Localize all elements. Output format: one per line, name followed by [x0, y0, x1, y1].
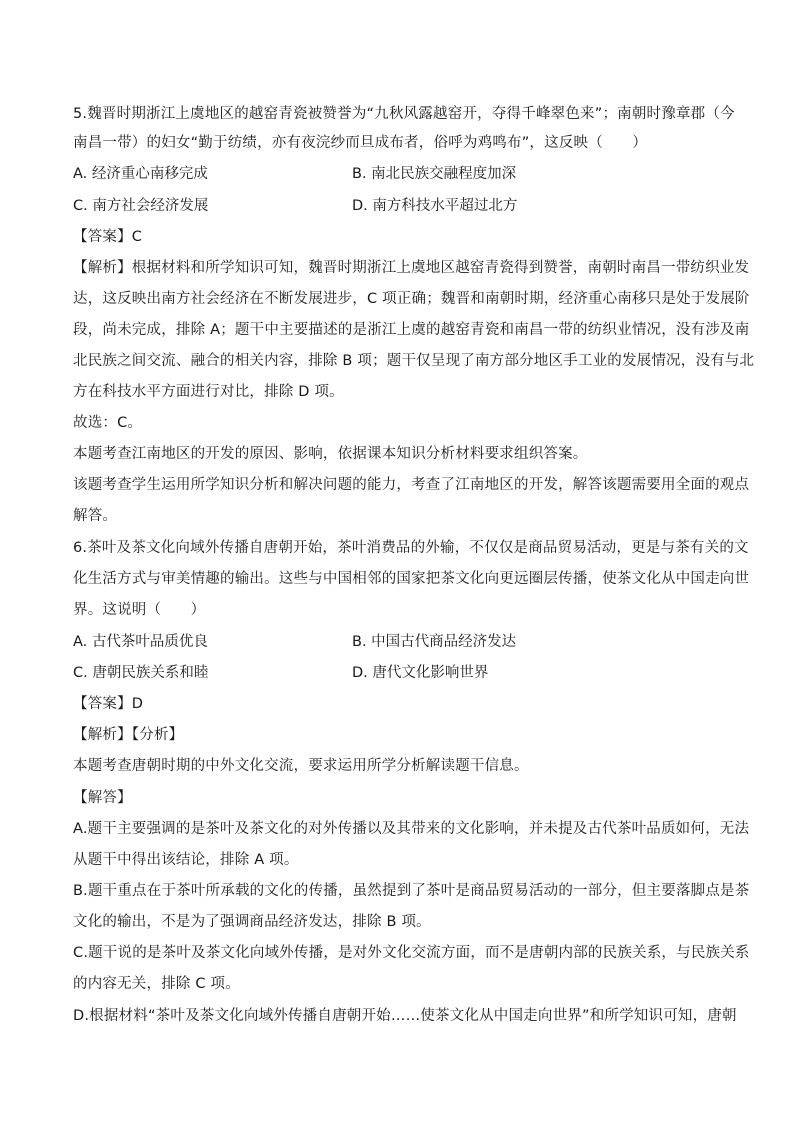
q5-option-b: B. 南北民族交融程度加深 — [352, 166, 517, 182]
q5-option-d: D. 南方科技水平超过北方 — [352, 198, 518, 214]
q6-analysis-intro: 本题考查唐朝时期的中外文化交流，要求运用所学分析解读题干信息。 — [73, 758, 529, 774]
q5-option-c: C. 南方社会经济发展 — [73, 198, 209, 214]
q6-analysis-heading: 【解析】【分析】 — [73, 727, 184, 743]
q5-option-a: A. 经济重心南移完成 — [73, 166, 208, 182]
q5-analysis-line-3: 段，尚未完成，排除 A；题干中主要描述的是浙江上虞的越窑青瓷和南昌一带的纺织业情况，没有涉及南 — [73, 322, 750, 338]
q5-summary-2-line-1: 该题考查学生运用所学知识分析和解决问题的能力，考查了江南地区的开发，解答该题需要用全面的观点 — [73, 477, 750, 493]
q6-answer: 【答案】D — [73, 696, 144, 712]
q6-solution-line-4: 文化的输出，不是为了强调商品经济发达，排除 B 项。 — [73, 914, 431, 930]
q6-solution-line-7: D.根据材料“茶叶及茶文化向域外传播自唐朝开始……使茶文化从中国走向世界”和所学知识可知，唐朝 — [73, 1008, 737, 1024]
q5-summary: 本题考查江南地区的开发的原因、影响，依据课本知识分析材料要求组织答案。 — [73, 446, 588, 462]
q6-option-a: A. 古代茶叶品质优良 — [73, 634, 208, 650]
q6-option-d: D. 唐代文化影响世界 — [352, 665, 489, 681]
q5-analysis-line-2: 达，这反映出南方社会经济在不断发展进步，C 项正确；魏晋和南朝时期，经济重心南移只是处于发展阶 — [73, 291, 750, 307]
q5-answer: 【答案】C — [73, 229, 143, 245]
q5-choice: 故选：C。 — [73, 415, 143, 431]
q5-analysis-line-1: 【解析】根据材料和所学知识可知，魏晋时期浙江上虞地区越窑青瓷得到赞誉，南朝时南昌一带纺织业发 — [73, 260, 750, 276]
q6-solution-line-5: C.题干说的是茶叶及茶文化向域外传播，是对外文化交流方面，而不是唐朝内部的民族关系，与民族关系 — [73, 945, 750, 961]
q5-summary-2-line-2: 解答。 — [73, 508, 118, 524]
q5-stem-line-1: 5.魏晋时期浙江上虞地区的越窑青瓷被赞誉为“九秋风露越窑开，夺得千峰翠色来”；南朝时豫章郡（今 — [73, 106, 735, 122]
q6-solution-line-6: 的内容无关，排除 C 项。 — [73, 976, 240, 992]
q6-solution-line-3: B.题干重点在于茶叶所承载的文化的传播，虽然提到了茶叶是商品贸易活动的一部分，但主要落脚点是茶 — [73, 883, 750, 899]
q6-option-c: C. 唐朝民族关系和睦 — [73, 665, 209, 681]
q6-stem-line-3: 界。这说明（ ） — [73, 602, 206, 618]
q6-solution-line-1: A.题干主要强调的是茶叶及茶文化的对外传播以及其带来的文化影响，并未提及古代茶叶品质如何，无法 — [73, 821, 750, 837]
q6-stem-line-2: 化生活方式与审美情趣的输出。这些与中国相邻的国家把茶文化向更远圈层传播，使茶文化从中国走向世 — [73, 571, 750, 587]
q5-stem-line-2: 南昌一带）的妇女“勤于纺绩，亦有夜浣纱而旦成布者，俗呼为鸡鸣布”，这反映（ ） — [73, 135, 648, 151]
q6-solution-line-2: 从题干中得出该结论，排除 A 项。 — [73, 852, 299, 868]
q5-analysis-line-5: 方在科技水平方面进行对比，排除 D 项。 — [73, 384, 344, 400]
q6-stem-line-1: 6.茶叶及茶文化向域外传播自唐朝开始，茶叶消费品的外输，不仅仅是商品贸易活动，更是与茶有关的文 — [73, 540, 749, 556]
q6-solution-heading: 【解答】 — [73, 790, 132, 806]
q5-analysis-line-4: 北民族之间交流、融合的相关内容，排除 B 项；题干仅呈现了南方部分地区手工业的发展情况，没有与北 — [73, 353, 755, 369]
q6-option-b: B. 中国古代商品经济发达 — [352, 634, 517, 650]
